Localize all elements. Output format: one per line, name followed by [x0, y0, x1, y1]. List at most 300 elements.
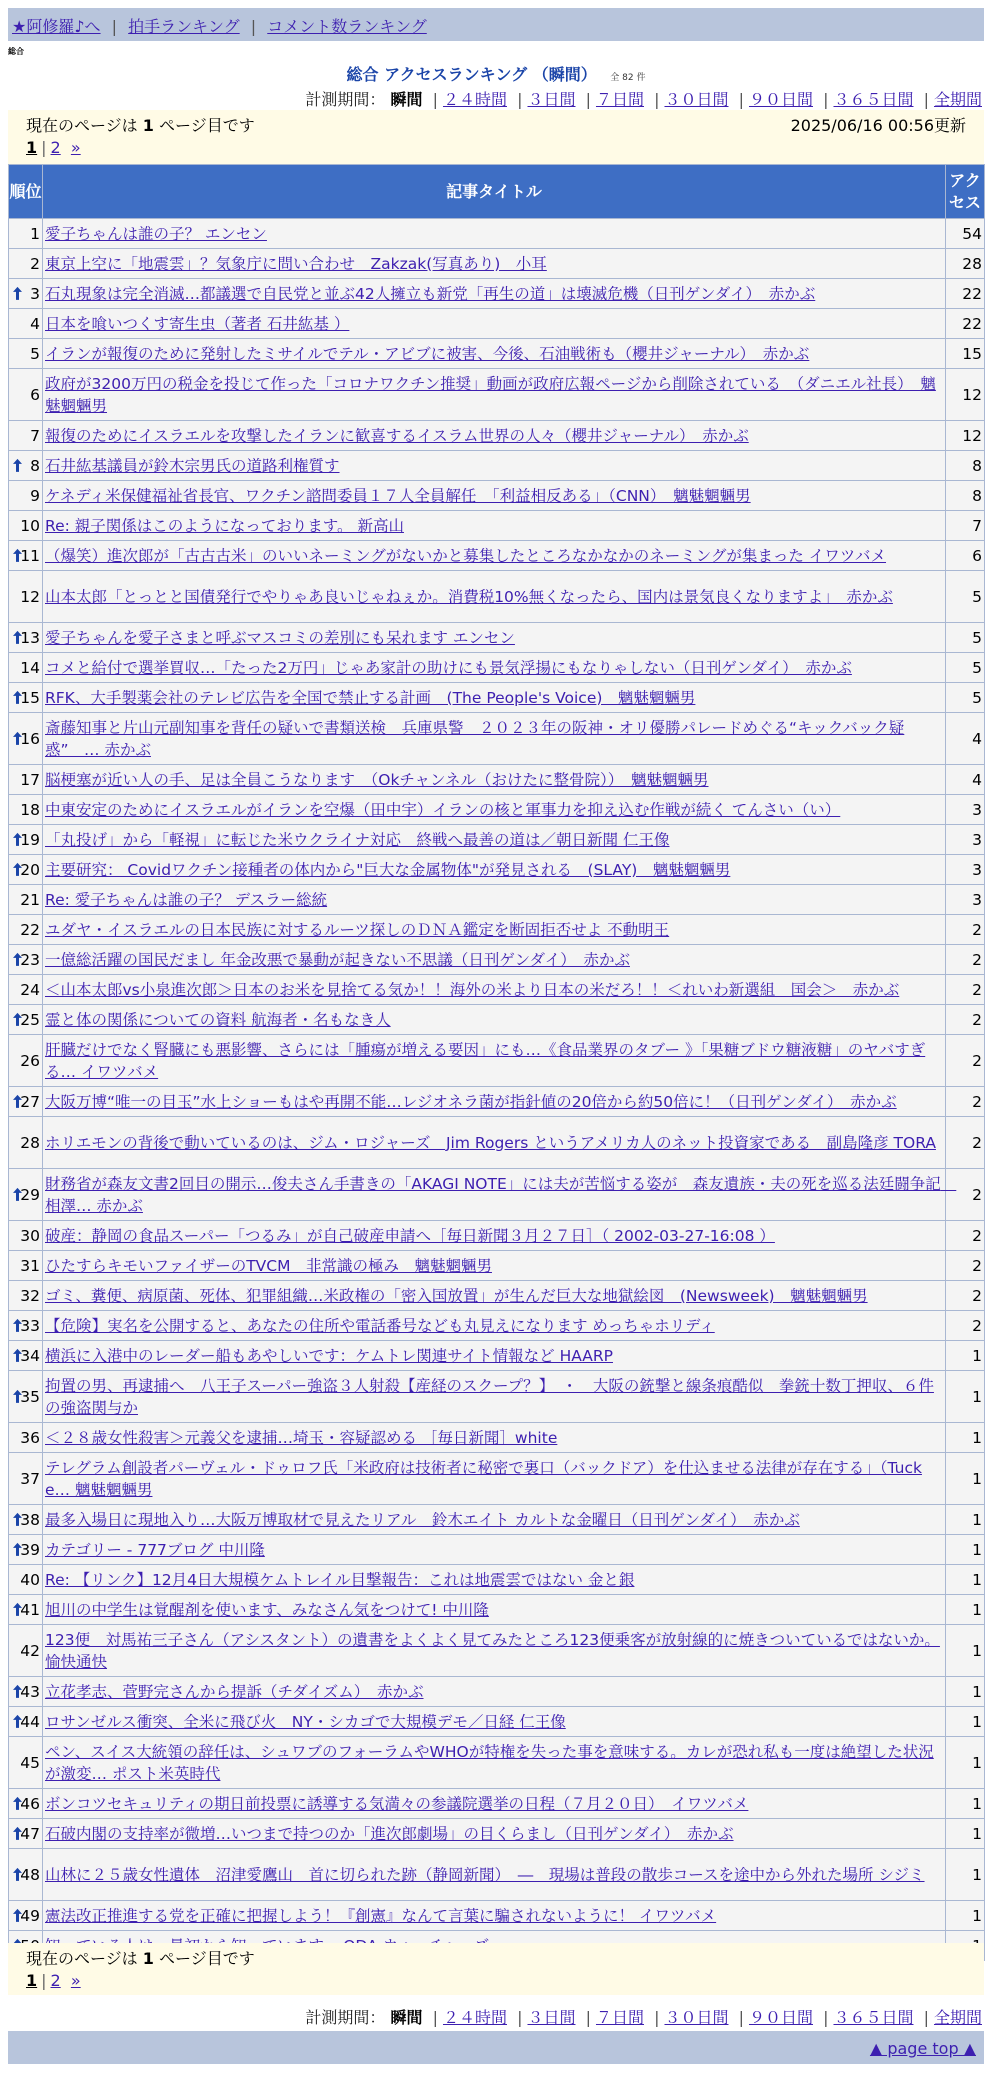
period-30d-link[interactable]: ３０日間 [664, 90, 729, 109]
title-cell [43, 1311, 946, 1341]
rank-cell [9, 1789, 43, 1819]
table-row [9, 1505, 985, 1535]
rank-number: 1 [30, 224, 40, 243]
article-link[interactable]: 立花孝志、菅野完さんから提訴（チダイズム） 赤かぶ [45, 1682, 424, 1701]
table-row [9, 683, 985, 713]
table-row [9, 1423, 985, 1453]
article-link[interactable]: 霊と体の関係についての資料 航海者・名もなき人 [45, 1010, 391, 1029]
table-row [9, 713, 985, 765]
rank-number: 46 [20, 1794, 40, 1813]
table-row [9, 541, 985, 571]
rank-cell [9, 1677, 43, 1707]
period-all-link[interactable]: 全期間 [933, 2008, 982, 2027]
period-30d-link[interactable]: ３０日間 [664, 2008, 729, 2027]
article-link[interactable]: 横浜に入港中のレーダー船もあやしいです：ケムトレ関連サイト情報など HAARP [45, 1346, 613, 1365]
access-count: 1 [946, 1505, 985, 1535]
nav-separator: | [111, 17, 118, 36]
article-link[interactable]: 東京上空に「地震雲」？気象庁に問い合わせ Zakzak(写真あり) 小耳 [45, 254, 547, 273]
article-link[interactable]: 一億総活躍の国民だまし 年金改悪で暴動が起きない不思議（日刊ゲンダイ） 赤かぶ [45, 950, 630, 969]
table-row [9, 653, 985, 683]
article-link[interactable]: 石破内閣の支持率が微増…いつまで持つのか「進次郎劇場」の目くらまし（日刊ゲンダイ） 赤かぶ [45, 1824, 734, 1843]
page-top-link[interactable]: ▲ page top ▲ [869, 2039, 976, 2058]
access-count: 54 [946, 219, 985, 249]
article-link[interactable]: イランが報復のために発射したミサイルでテル・アビブに被害、今後、石油戦術も（櫻井ジャーナル） 赤かぶ [45, 344, 810, 363]
rank-number: 26 [20, 1051, 40, 1070]
table-row [9, 885, 985, 915]
article-link[interactable]: Re: 親子関係はこのようになっております。 新高山 [45, 516, 404, 535]
rank-cell [9, 653, 43, 683]
rank-cell [9, 1169, 43, 1221]
rank-number: 14 [20, 658, 40, 677]
title-cell [43, 1117, 946, 1169]
up-arrow-icon [13, 1348, 22, 1361]
rank-cell [9, 249, 43, 279]
period-3d-link[interactable]: ３日間 [527, 2008, 576, 2027]
title-cell [43, 1595, 946, 1625]
title-cell [43, 1625, 946, 1677]
article-link[interactable]: 日本を喰いつくす寄生虫（著者 石井紘基 ） [45, 314, 350, 333]
title-cell [43, 279, 946, 309]
article-link[interactable]: 愛子ちゃんは誰の子？ エンセン [45, 224, 267, 243]
access-count: 22 [946, 279, 985, 309]
title-cell [43, 1221, 946, 1251]
title-cell [43, 219, 946, 249]
article-link[interactable]: ホリエモンの背後で動いているのは、ジム・ロジャーズ Jim Rogers というアメリカ人のネット投資家である 副島隆彦 TORA [45, 1133, 936, 1152]
current-page-text: 現在のページは 1 ページ目です [26, 1949, 255, 1968]
article-link[interactable]: 旭川の中学生は覚醒剤を使います、みなさん気をつけて! 中川隆 [45, 1600, 489, 1619]
rank-number: 36 [20, 1428, 40, 1447]
pager-page-2[interactable]: 2 [50, 138, 61, 157]
table-row [9, 1453, 985, 1505]
article-link[interactable]: ＜山本太郎vs小泉進次郎＞日本のお米を見捨てる気か！！海外の米より日本の米だろ！！＜れいわ新選組 国会＞ 赤かぶ [45, 980, 900, 999]
up-arrow-icon [13, 1602, 22, 1615]
article-link[interactable]: RFK、大手製薬会社のテレビ広告を全国で禁止する計画 (The People's Voice) 魑魅魍魎男 [45, 688, 696, 707]
ranking-table [8, 164, 985, 1961]
title-cell [43, 1901, 946, 1931]
access-count: 1 [946, 1565, 985, 1595]
article-link[interactable]: 愛子ちゃんを愛子さまと呼ぶマスコミの差別にも呆れます エンセン [45, 628, 515, 647]
article-link[interactable]: ひたすらキモいファイザーのTVCM 非常識の極み 魑魅魍魎男 [45, 1256, 492, 1275]
title-cell [43, 249, 946, 279]
title-cell [43, 1677, 946, 1707]
period-90d-link[interactable]: ９０日間 [748, 2008, 813, 2027]
pager-current: 1 [26, 1971, 38, 1990]
table-row [9, 1789, 985, 1819]
article-link[interactable]: Re: 愛子ちゃんは誰の子？ デスラー総統 [45, 890, 328, 909]
title-cell [43, 825, 946, 855]
up-arrow-icon [13, 1684, 22, 1697]
total-count: 全 82 件 [610, 73, 646, 83]
table-row [9, 1281, 985, 1311]
access-count: 5 [946, 571, 985, 623]
pager: 1 | 2 » [26, 138, 81, 157]
access-count: 3 [946, 885, 985, 915]
access-count: 4 [946, 765, 985, 795]
table-row [9, 975, 985, 1005]
period-3d-link[interactable]: ３日間 [527, 90, 576, 109]
title-cell [43, 1849, 946, 1901]
title-cell [43, 885, 946, 915]
period-24h-link[interactable]: ２４時間 [442, 2008, 507, 2027]
table-row [9, 945, 985, 975]
up-arrow-icon [13, 1542, 22, 1555]
title-cell [43, 653, 946, 683]
rank-cell [9, 1849, 43, 1901]
rank-cell [9, 1221, 43, 1251]
title-cell [43, 1423, 946, 1453]
table-row [9, 765, 985, 795]
rank-cell [9, 1281, 43, 1311]
article-link[interactable]: テレグラム創設者パーヴェル・ドゥロフ氏「米政府は技術者に秘密で裏口（バックドア）を仕込ませる法律が存在する」（Tucke… 魑魅魍魎男 [45, 1458, 922, 1499]
title-cell [43, 795, 946, 825]
page-title [0, 62, 992, 85]
rank-number: 47 [20, 1824, 40, 1843]
pager-next-arrow[interactable]: » [70, 1971, 81, 1990]
access-count: 7 [946, 511, 985, 541]
title-cell [43, 1789, 946, 1819]
access-count: 1 [946, 1849, 985, 1901]
rank-cell [9, 1117, 43, 1169]
period-all-link[interactable]: 全期間 [933, 90, 982, 109]
title-cell [43, 945, 946, 975]
rank-cell [9, 541, 43, 571]
page-info-bottom [8, 1943, 984, 1995]
title-cell [43, 369, 946, 421]
title-cell [43, 855, 946, 885]
article-link[interactable]: 山林に２５歳女性遺体 沼津愛鷹山 首に切られた跡（静岡新聞） ― 現場は普段の散歩コースを途中から外れた場所 シジミ [45, 1865, 925, 1884]
access-count: 1 [946, 1737, 985, 1789]
title-cell [43, 1535, 946, 1565]
access-count: 1 [946, 1819, 985, 1849]
table-row [9, 1535, 985, 1565]
up-arrow-icon [13, 690, 22, 703]
rank-cell [9, 1251, 43, 1281]
title-cell [43, 623, 946, 653]
article-link[interactable]: ロサンゼルス衝突、全米に飛び火 NY・シカゴで大規模デモ／日経 仁王像 [45, 1712, 566, 1731]
article-link[interactable]: 脳梗塞が近い人の手、足は全員こうなります （Okチャンネル（おけたに整骨院）） 魑魅魍魎男 [45, 770, 709, 789]
table-row [9, 1117, 985, 1169]
rank-number: 27 [20, 1092, 40, 1111]
article-link[interactable]: 破産：静岡の食品スーパー「つるみ」が自己破産申請へ［毎日新聞３月２７日］（ 2002-03-27-16:08 ） [45, 1226, 775, 1245]
article-link[interactable]: ケネディ米保健福祉省長官、ワクチン諮問委員１７人全員解任 「利益相反ある」（CNN） 魑魅魍魎男 [45, 486, 751, 505]
up-arrow-icon [13, 286, 22, 299]
access-count: 2 [946, 1035, 985, 1087]
table-row [9, 1005, 985, 1035]
up-arrow-icon [13, 548, 22, 561]
up-arrow-icon [13, 1512, 22, 1525]
title-header: 記事タイトル [43, 165, 946, 219]
rank-cell [9, 279, 43, 309]
article-link[interactable]: ＜２８歳女性殺害＞元義父を逮捕…埼玉・容疑認める ［毎日新聞］white [45, 1428, 558, 1447]
article-link[interactable]: 石井紘基議員が鈴木宗男氏の道路利権質す [45, 456, 340, 475]
access-count: 2 [946, 915, 985, 945]
rank-cell [9, 1737, 43, 1789]
ranking-rows [9, 219, 985, 1961]
rank-cell [9, 571, 43, 623]
title-cell [43, 511, 946, 541]
title-cell [43, 713, 946, 765]
rank-number: 11 [20, 546, 40, 565]
nav-home-link[interactable]: ★阿修羅♪へ [12, 17, 101, 36]
title-cell [43, 309, 946, 339]
table-row [9, 451, 985, 481]
table-row [9, 1087, 985, 1117]
article-link[interactable]: 大阪万博“唯一の目玉”水上ショーもはや再開不能…レジオネラ菌が指針値の20倍から約50倍に！（日刊ゲンダイ） 赤かぶ [45, 1092, 897, 1111]
period-label: 計測期間： [305, 90, 386, 109]
table-row [9, 1819, 985, 1849]
rank-cell [9, 339, 43, 369]
table-row [9, 855, 985, 885]
period-current: 瞬間 [390, 2008, 423, 2027]
access-count: 2 [946, 1251, 985, 1281]
up-arrow-icon [13, 731, 22, 744]
title-cell [43, 1565, 946, 1595]
article-link[interactable]: ペン、スイス大統領の辞任は、シュワブのフォーラムやWHOが特権を失った事を意味する。カレが恐れ私も一度は絶望した状況が激変… ポスト米英時代 [45, 1742, 934, 1783]
rank-number: 6 [30, 385, 40, 404]
rank-number: 23 [20, 950, 40, 969]
rank-number: 15 [20, 688, 40, 707]
rank-cell [9, 683, 43, 713]
up-arrow-icon [13, 1318, 22, 1331]
rank-cell [9, 713, 43, 765]
period-90d-link[interactable]: ９０日間 [748, 90, 813, 109]
access-count: 2 [946, 1117, 985, 1169]
access-count: 1 [946, 1535, 985, 1565]
title-cell [43, 1505, 946, 1535]
rank-number: 30 [20, 1226, 40, 1245]
rank-number: 3 [30, 284, 40, 303]
table-row [9, 481, 985, 511]
article-link[interactable]: ボンコツセキュリティの期日前投票に誘導する気満々の参議院選挙の日程（７月２０日） イワツバメ [45, 1794, 749, 1813]
access-count: 1 [946, 1789, 985, 1819]
rank-cell [9, 1595, 43, 1625]
access-count: 3 [946, 795, 985, 825]
rank-cell [9, 1087, 43, 1117]
access-count: 12 [946, 369, 985, 421]
title-cell [43, 915, 946, 945]
article-link[interactable]: 最多入場日に現地入り…大阪万博取材で見えたリアル 鈴木エイト カルトな金曜日（日刊ゲンダイ） 赤かぶ [45, 1510, 800, 1529]
rank-number: 31 [20, 1256, 40, 1275]
rank-cell [9, 975, 43, 1005]
up-arrow-icon [13, 832, 22, 845]
up-arrow-icon [13, 1187, 22, 1200]
rank-cell [9, 1371, 43, 1423]
period-selector-bottom: 計測期間： 瞬間 | ２４時間 | ３日間 | ７日間 | ３０日間 | ９０日間 | ３６５日間 | 全期間 [305, 2008, 982, 2027]
rank-cell [9, 309, 43, 339]
rank-number: 42 [20, 1641, 40, 1660]
rank-number: 43 [20, 1682, 40, 1701]
access-header: アクセス [946, 165, 985, 219]
rank-cell [9, 451, 43, 481]
page-info-top [8, 110, 984, 164]
article-link[interactable]: 財務省が森友文書2回目の開示…俊夫さん手書きの「AKAGI NOTE」には夫が苦悩する姿が 森友遺族・夫の死を巡る法廷闘争記 相澤… 赤かぶ [45, 1174, 957, 1215]
rank-cell [9, 623, 43, 653]
table-row [9, 249, 985, 279]
table-row [9, 339, 985, 369]
table-row [9, 1595, 985, 1625]
table-row [9, 1311, 985, 1341]
rank-cell [9, 1505, 43, 1535]
article-link[interactable]: 石丸現象は完全消滅…都議選で自民党と並ぶ42人擁立も新党「再生の道」は壊滅危機（日刊ゲンダイ） 赤かぶ [45, 284, 816, 303]
rank-number: 9 [30, 486, 40, 505]
rank-header: 順位 [9, 165, 43, 219]
rank-cell [9, 511, 43, 541]
rank-number: 8 [30, 456, 40, 475]
access-count: 1 [946, 1595, 985, 1625]
title-cell [43, 1087, 946, 1117]
title-cell [43, 571, 946, 623]
article-link[interactable]: 123便 対馬祐三子さん（アシスタント）の遺書をよくよく見てみたところ123便乗客が放射線的に焼きついているではないか。 愉快通快 [45, 1630, 940, 1671]
up-arrow-icon [13, 1796, 22, 1809]
rank-cell [9, 855, 43, 885]
rank-number: 2 [30, 254, 40, 273]
rank-cell [9, 421, 43, 451]
rank-cell [9, 795, 43, 825]
pager-next-arrow[interactable]: » [70, 138, 81, 157]
article-link[interactable]: Re: 【リンク】12月4日大規模ケムトレイル目撃報告：これは地震雲ではない 金と銀 [45, 1570, 635, 1589]
title-cell [43, 1281, 946, 1311]
updated-timestamp: 2025/06/16 00:56更新 [790, 116, 966, 135]
pager: 1 | 2 » [26, 1971, 81, 1990]
top-nav-bar [8, 8, 984, 41]
rank-number: 39 [20, 1540, 40, 1559]
title-cell [43, 1371, 946, 1423]
title-cell [43, 1005, 946, 1035]
table-row [9, 309, 985, 339]
article-link[interactable]: コメと給付で選挙買収…「たった2万円」じゃあ家計の助けにも景気浮揚にもなりゃしない（日刊ゲンダイ） 赤かぶ [45, 658, 852, 677]
rank-cell [9, 1565, 43, 1595]
table-row [9, 421, 985, 451]
table-row [9, 1737, 985, 1789]
rank-cell [9, 1005, 43, 1035]
article-link[interactable]: （爆笑）進次郎が「古古古米」のいいネーミングがないかと募集したところなかなかのネーミングが集まった イワツバメ [45, 546, 887, 565]
title-cell [43, 975, 946, 1005]
rank-number: 40 [20, 1570, 40, 1589]
table-row [9, 1565, 985, 1595]
rank-number: 49 [20, 1906, 40, 1925]
table-row [9, 511, 985, 541]
rank-cell [9, 945, 43, 975]
access-count: 4 [946, 713, 985, 765]
up-arrow-icon [13, 1908, 22, 1921]
title-cell [43, 339, 946, 369]
ranking-title: 総合 アクセスランキング （瞬間） [346, 65, 597, 84]
article-link[interactable]: ゴミ、糞便、病原菌、死体、犯罪組織…米政権の「密入国放置」が生んだ巨大な地獄絵図 (Newsweek) 魑魅魍魎男 [45, 1286, 868, 1305]
rank-number: 33 [20, 1316, 40, 1335]
article-link[interactable]: ユダヤ・イスラエルの日本民族に対するルーツ探しのＤＮＡ鑑定を断固拒否せよ 不動明王 [45, 920, 670, 939]
access-count: 8 [946, 451, 985, 481]
period-7d-link[interactable]: ７日間 [595, 90, 644, 109]
title-cell [43, 765, 946, 795]
article-link[interactable]: 拘置の男、再逮捕へ 八王子スーパー強盗３人射殺【産経のスクープ？】 ・ 大阪の銃撃と線条痕酷似 拳銃十数丁押収、６件の強盗関与か [45, 1376, 934, 1417]
article-link[interactable]: 【危険】実名を公開すると、あなたの住所や電話番号なども丸見えになります めっちゃホリディ [45, 1316, 715, 1335]
access-count: 2 [946, 1087, 985, 1117]
access-count: 5 [946, 683, 985, 713]
title-cell [43, 1251, 946, 1281]
access-count: 1 [946, 1625, 985, 1677]
title-cell [43, 1819, 946, 1849]
rank-number: 29 [20, 1185, 40, 1204]
article-link[interactable]: 憲法改正推進する党を正確に把握しよう！『創憲』なんて言葉に騙されないように！ イワツバメ [45, 1906, 717, 1925]
title-cell [43, 1707, 946, 1737]
rank-cell [9, 885, 43, 915]
access-count: 1 [946, 1707, 985, 1737]
article-link[interactable]: 政府が3200万円の税金を投じて作った「コロナワクチン推奨」動画が政府広報ページから削除されている （ダニエル社長） 魑魅魍魎男 [45, 374, 936, 415]
article-link[interactable]: 山本太郎「とっとと国債発行でやりゃあ良いじゃねぇか。消費税10%無くなったら、国内は景気良くなりますよ」 赤かぶ [45, 587, 893, 606]
rank-cell [9, 219, 43, 249]
table-row [9, 1341, 985, 1371]
period-24h-link[interactable]: ２４時間 [442, 90, 507, 109]
article-link[interactable]: 斎藤知事と片山元副知事を背任の疑いで書類送検 兵庫県警 ２０２３年の阪神・オリ優勝パレードめぐる“キックバック疑惑” … 赤かぶ [45, 718, 905, 759]
footer-bar [8, 2031, 984, 2064]
up-arrow-icon [13, 458, 22, 471]
title-cell [43, 421, 946, 451]
rank-cell [9, 1423, 43, 1453]
rank-number: 24 [20, 980, 40, 999]
rank-cell [9, 369, 43, 421]
title-cell [43, 541, 946, 571]
table-row [9, 1251, 985, 1281]
article-link[interactable]: 報復のためにイスラエルを攻撃したイランに歓喜するイスラム世界の人々（櫻井ジャーナル） 赤かぶ [45, 426, 749, 445]
table-row [9, 795, 985, 825]
rank-number: 44 [20, 1712, 40, 1731]
pager-page-2[interactable]: 2 [50, 1971, 61, 1990]
table-row [9, 1707, 985, 1737]
article-link[interactable]: カテゴリー - 777ブログ 中川隆 [45, 1540, 265, 1559]
access-count: 6 [946, 541, 985, 571]
access-count: 5 [946, 623, 985, 653]
table-row [9, 1035, 985, 1087]
access-count: 15 [946, 339, 985, 369]
nav-applause-ranking-link[interactable]: 拍手ランキング [128, 17, 240, 36]
nav-comment-ranking-link[interactable]: コメント数ランキング [267, 17, 427, 36]
title-cell [43, 451, 946, 481]
article-link[interactable]: 主要研究： Covidワクチン接種者の体内から"巨大な金属物体"が発見される (SLAY) 魑魅魍魎男 [45, 860, 731, 879]
table-row [9, 369, 985, 421]
table-row [9, 1221, 985, 1251]
rank-number: 34 [20, 1346, 40, 1365]
table-row [9, 1901, 985, 1931]
table-row [9, 623, 985, 653]
rank-cell [9, 1535, 43, 1565]
access-count: 28 [946, 249, 985, 279]
table-row [9, 1677, 985, 1707]
access-count: 3 [946, 855, 985, 885]
period-7d-link[interactable]: ７日間 [595, 2008, 644, 2027]
up-arrow-icon [13, 1867, 22, 1880]
article-link[interactable]: 肝臓だけでなく腎臓にも悪影響、さらには「腫瘍が増える要因」にも…《食品業界のタブー 》「果糖ブドウ糖液糖」のヤバすぎる… イワツバメ [45, 1040, 926, 1081]
article-link[interactable]: 中東安定のためにイスラエルがイランを空爆（田中宇）イランの核と軍事力を抑え込む作戦が続く てんさい（い） [45, 800, 841, 819]
title-cell [43, 1737, 946, 1789]
rank-number: 21 [20, 890, 40, 909]
access-count: 22 [946, 309, 985, 339]
table-row [9, 1169, 985, 1221]
title-cell [43, 481, 946, 511]
rank-number: 12 [20, 587, 40, 606]
access-count: 5 [946, 653, 985, 683]
rank-cell [9, 481, 43, 511]
up-arrow-icon [13, 952, 22, 965]
access-count: 2 [946, 975, 985, 1005]
article-link[interactable]: 「丸投げ」から「軽視」に転じた米ウクライナ対応 終戦へ最善の道は／朝日新聞 仁王像 [45, 830, 670, 849]
title-cell [43, 683, 946, 713]
period-365d-link[interactable]: ３６５日間 [833, 2008, 914, 2027]
table-row [9, 1625, 985, 1677]
title-cell [43, 1169, 957, 1221]
rank-number: 17 [20, 770, 40, 789]
table-row [9, 279, 985, 309]
period-365d-link[interactable]: ３６５日間 [833, 90, 914, 109]
